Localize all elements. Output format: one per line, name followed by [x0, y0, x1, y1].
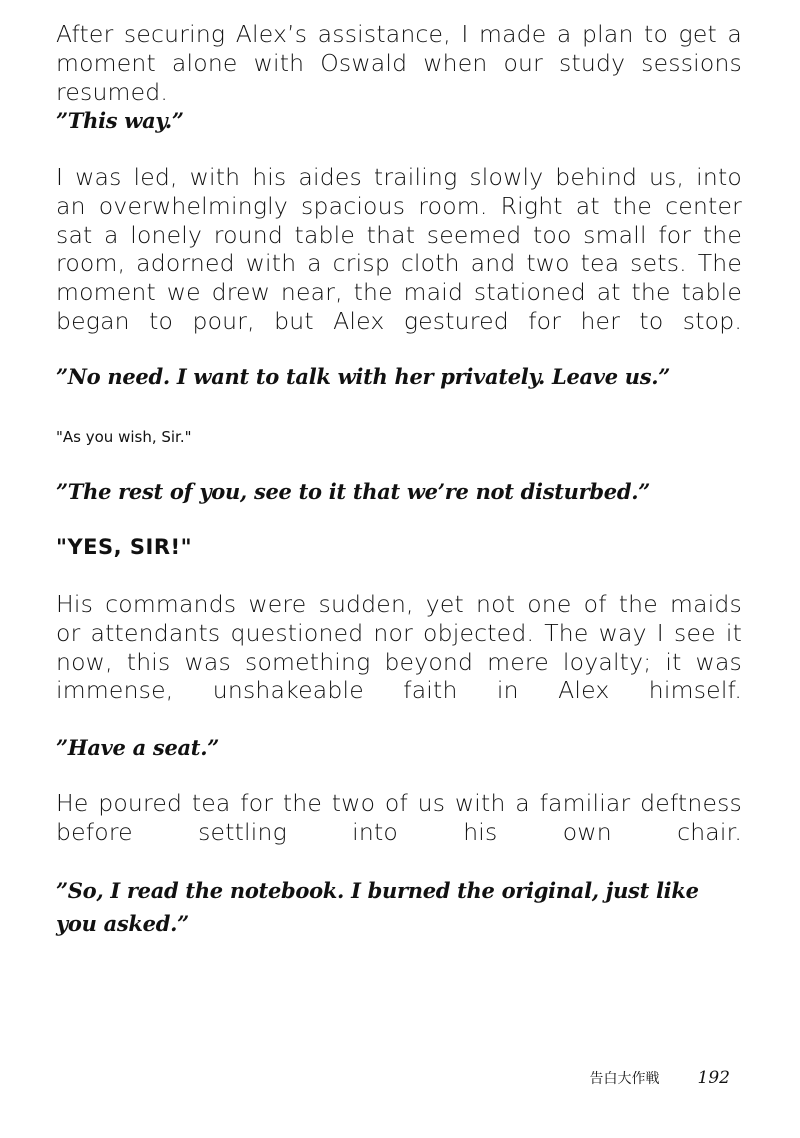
narration-paragraph: He poured tea for the two of us with a familiar deftness before settling into his own chair. [56, 789, 742, 846]
dialogue-line: ”So, I read the notebook. I burned the original, just like you asked.” [56, 878, 699, 936]
dialogue-line: ”No need. I want to talk with her privately. Leave us.” [56, 364, 671, 389]
small-dialogue-line: "As you wish, Sir." [56, 428, 192, 446]
narration-paragraph: I was led, with his aides trailing slowly behind us, into an overwhelmingly spacious room. Right at the center sat a lonely round table that seemed too small for the room, adorned with a crisp cloth and two tea sets. The moment we drew near, the maid stationed at the table began to pour, but Alex gestured for her to stop. [56, 163, 742, 335]
running-title: 告白大作戦 [589, 1071, 660, 1087]
dialogue-line: ”Have a seat.” [56, 735, 220, 760]
page-footer [590, 1068, 730, 1088]
dialogue-line: ”The rest of you, see to it that we’re not disturbed.” [56, 479, 651, 504]
narration-paragraph: After securing Alex’s assistance, I made a plan to get a moment alone with Oswald when our study sessions resumed. [56, 20, 742, 106]
shout-line: "YES, SIR!" [56, 535, 193, 559]
narration-paragraph: His commands were sudden, yet not one of the maids or attendants questioned nor objected. The way I see it now, this was something beyond mere loyalty; it was immense, unshakeable faith in Alex himself. [56, 590, 742, 705]
dialogue-line: ”This way.” [56, 108, 184, 133]
page-number: 192 [697, 1068, 730, 1088]
